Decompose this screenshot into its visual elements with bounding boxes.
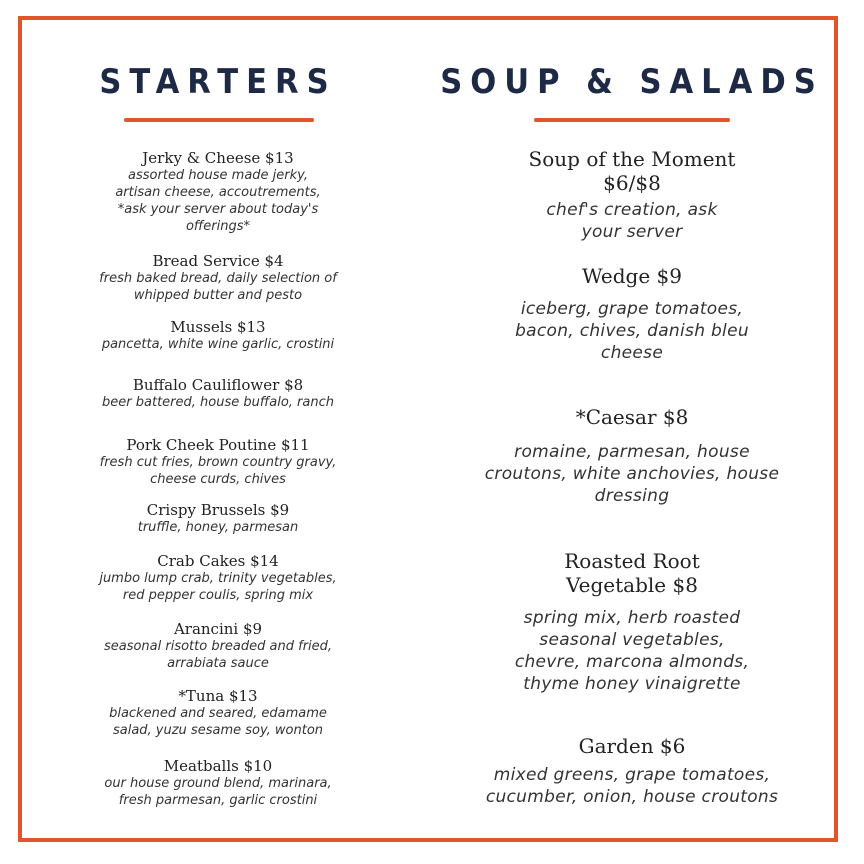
menu-item-wedge [440,264,824,364]
starters-heading: STARTERS [99,62,337,102]
item-desc: artisan cheese, accoutrements, [115,185,321,200]
item-desc: fresh baked bread, daily selection of [99,271,337,286]
item-name: Garden $6 [578,734,686,758]
item-desc: offerings* [185,219,251,234]
menu-item-soup-of-the-moment [440,147,824,243]
item-name: Roasted Root [564,549,700,573]
menu-item-garden [440,734,824,808]
item-desc: cheese curds, chives [150,472,286,487]
item-name: Soup of the Moment [528,147,736,171]
item-desc: iceberg, grape tomatoes, [520,299,744,319]
item-desc: truffle, honey, parmesan [137,520,299,535]
menu-item-roasted-root-vegetable [440,549,824,695]
item-desc: blackened and seared, edamame [109,706,327,721]
item-desc: your server [581,222,683,242]
item-name: *Tuna $13 [178,687,258,705]
item-desc: whipped butter and pesto [133,288,303,303]
menu-item-caesar [440,405,824,507]
item-desc: fresh cut fries, brown country gravy, [99,455,337,470]
starters-underline [124,118,314,122]
item-name: Wedge $9 [581,264,682,288]
soup-salads-underline [534,118,730,122]
item-name: *Caesar $8 [575,405,689,429]
item-name: Pork Cheek Poutine $11 [126,436,310,454]
menu-item-tuna [40,687,396,739]
menu-item-buffalo-cauliflower [40,376,396,411]
item-desc: dressing [594,486,670,506]
item-name: Meatballs $10 [163,757,273,775]
item-desc: seasonal vegetables, [539,630,725,650]
item-desc: chef's creation, ask [546,200,718,220]
item-desc: romaine, parmesan, house [514,442,750,462]
item-desc: jumbo lump crab, trinity vegetables, [99,571,337,586]
item-desc: mixed greens, grape tomatoes, [493,765,771,785]
item-name: Arancini $9 [173,620,263,638]
item-desc: our house ground blend, marinara, [104,776,332,791]
item-desc: red pepper coulis, spring mix [122,588,314,603]
item-name: Crab Cakes $14 [157,552,279,570]
menu-item-meatballs [40,757,396,809]
menu-item-crispy-brussels [40,501,396,536]
item-price: $6/$8 [603,171,661,195]
item-desc: salad, yuzu sesame soy, wonton [112,723,324,738]
soup-salads-heading: SOUP & SALADS [440,62,824,102]
item-desc: assorted house made jerky, [128,168,308,183]
menu-item-mussels [40,318,396,353]
item-desc: croutons, white anchovies, house [484,464,780,484]
item-desc: spring mix, herb roasted [523,608,741,628]
menu-item-jerky-cheese [40,149,396,235]
menu-item-arancini [40,620,396,672]
item-desc: thyme honey vinaigrette [523,674,741,694]
item-name: Buffalo Cauliflower $8 [132,376,304,394]
item-name: Crispy Brussels $9 [146,501,290,519]
item-desc: *ask your server about today's [117,202,319,217]
item-desc: seasonal risotto breaded and fried, [103,639,333,654]
item-name: Mussels $13 [170,318,266,336]
item-desc: cucumber, onion, house croutons [485,787,779,807]
item-desc: beer battered, house buffalo, ranch [102,395,334,410]
item-name: Bread Service $4 [152,252,284,270]
item-name-line2: Vegetable $8 [566,573,698,597]
item-desc: pancetta, white wine garlic, crostini [101,337,335,352]
item-desc: cheese [600,343,664,363]
item-desc: bacon, chives, danish bleu [515,321,749,341]
menu-item-pork-cheek-poutine [40,436,396,488]
menu-item-bread-service [40,252,396,304]
item-desc: arrabiata sauce [167,656,269,671]
item-desc: chevre, marcona almonds, [514,652,750,672]
menu-item-crab-cakes [40,552,396,604]
item-name: Jerky & Cheese $13 [142,149,294,167]
item-desc: fresh parmesan, garlic crostini [118,793,318,808]
